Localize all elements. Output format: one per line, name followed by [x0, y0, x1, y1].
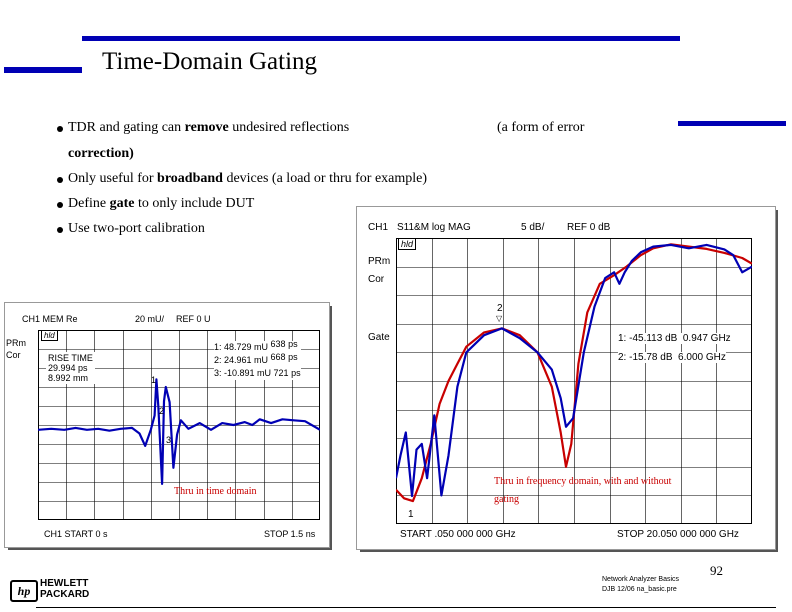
footer-rule: [36, 607, 776, 608]
hp-logo-line-2: PACKARD: [40, 589, 90, 600]
time-caption: Thru in time domain: [174, 486, 257, 497]
time-readout-1-value: 1: 48.729 mU: [214, 342, 269, 352]
bullet-dot-3: [57, 202, 63, 208]
bullet-4: Use two-port calibration: [68, 221, 205, 236]
freq-gate-label: Gate: [368, 332, 390, 343]
freq-hld-box: hld: [398, 238, 416, 250]
bullet-2-text-a: Only useful for: [68, 171, 158, 186]
freq-prm-label: PRm: [368, 256, 391, 267]
freq-readout-1: [618, 333, 731, 344]
freq-caption-1: Thru in frequency domain, with and without: [494, 476, 672, 487]
freq-plot-series-1-line: [396, 244, 752, 501]
time-marker-2-label: 2: [159, 406, 165, 416]
freq-readout-2: [618, 352, 726, 363]
time-rise-label: RISE TIME: [48, 353, 93, 363]
time-header-ref: REF 0 U: [176, 314, 211, 324]
time-readout-2: [214, 354, 301, 367]
hp-logo-icon: hp: [10, 580, 38, 602]
bullet-1-text-b: undesired reflections: [228, 120, 350, 135]
bullet-1-bold: remove: [184, 120, 229, 135]
time-readout-2-value: 2: 24.961 mU: [214, 355, 269, 365]
freq-readout-2-freq: 6.000 GHz: [678, 352, 726, 363]
freq-caption-2: gating: [494, 494, 519, 505]
bullet-3: [68, 196, 254, 212]
time-header-ch: CH1 MEM Re: [22, 314, 78, 324]
time-start-label: CH1 START 0 s: [44, 529, 108, 539]
bullet-3-text-b: to only include DUT: [134, 196, 255, 211]
time-rise-time: 29.994 ps: [48, 363, 88, 373]
hp-logo-text: [40, 578, 89, 600]
bullet-2: [68, 171, 427, 187]
freq-readout-2-value: 2: -15.78 dB: [618, 352, 673, 363]
freq-plot-series-2-line: [396, 245, 752, 496]
time-hld-box: hld: [41, 330, 58, 341]
freq-header-param: S11&M log MAG: [397, 222, 471, 233]
time-stop-label: STOP 1.5 ns: [264, 529, 316, 539]
time-marker-1-label: 1: [151, 375, 157, 385]
title-bar-left: [4, 67, 82, 73]
bullet-3-text-a: Define: [68, 196, 110, 211]
freq-cor-label: Cor: [368, 274, 385, 285]
time-readout-2-time: 668 ps: [270, 352, 298, 362]
bullet-dot-2: [57, 177, 63, 183]
bullet-1-paren: (a form of error: [497, 120, 585, 135]
bullet-3-bold: gate: [109, 196, 135, 211]
footer-line-1: Network Analyzer Basics: [602, 576, 680, 583]
time-header-scale: 20 mU/: [135, 314, 165, 324]
slide-title: Time-Domain Gating: [102, 48, 318, 75]
bullet-dot-4: [57, 227, 63, 233]
time-cor-label: Cor: [6, 350, 21, 360]
bullet-1-continuation: correction): [68, 146, 134, 161]
time-readout-3-value: 3: -10.891 mU: [214, 368, 272, 378]
title-bar-top: [82, 36, 680, 41]
time-plot-series-1-line: [38, 379, 320, 484]
freq-stop-label: STOP 20.050 000 000 GHz: [617, 529, 739, 540]
time-marker-3-label: 3: [166, 435, 172, 445]
freq-marker-2-triangle: ▽: [496, 314, 503, 323]
bullet-1-text-a: TDR and gating can: [68, 120, 185, 135]
bullet-dot-1: [57, 126, 63, 132]
freq-header-ref: REF 0 dB: [567, 222, 611, 233]
time-readout-3-time: 721 ps: [273, 368, 301, 378]
time-rise-dist: 8.992 mm: [48, 373, 89, 383]
freq-header-scale: 5 dB/: [521, 222, 545, 233]
footer-line-2: DJB 12/06 na_basic.pre: [602, 586, 677, 593]
bullet-1: [68, 120, 349, 136]
bullet-2-text-b: devices (a load or thru for example): [222, 171, 428, 186]
time-readout-1-time: 638 ps: [270, 339, 298, 349]
freq-header-ch: CH1: [368, 222, 389, 233]
freq-start-label: START .050 000 000 GHz: [400, 529, 516, 540]
freq-readout-1-value: 1: -45.113 dB: [618, 333, 678, 344]
right-accent-bar: [678, 121, 786, 126]
time-rise-box: [46, 352, 95, 384]
time-readout-3: [214, 367, 301, 380]
freq-readout-1-freq: 0.947 GHz: [682, 333, 731, 344]
page-number: 92: [710, 563, 723, 578]
hp-logo-line-1: HEWLETT: [40, 578, 89, 589]
time-prm-label: PRm: [6, 338, 26, 348]
time-readouts: [214, 341, 301, 380]
bullet-2-bold: broadband: [157, 171, 223, 186]
freq-marker-1-label: 1: [408, 509, 414, 520]
freq-marker-2-label: 2: [497, 303, 503, 314]
